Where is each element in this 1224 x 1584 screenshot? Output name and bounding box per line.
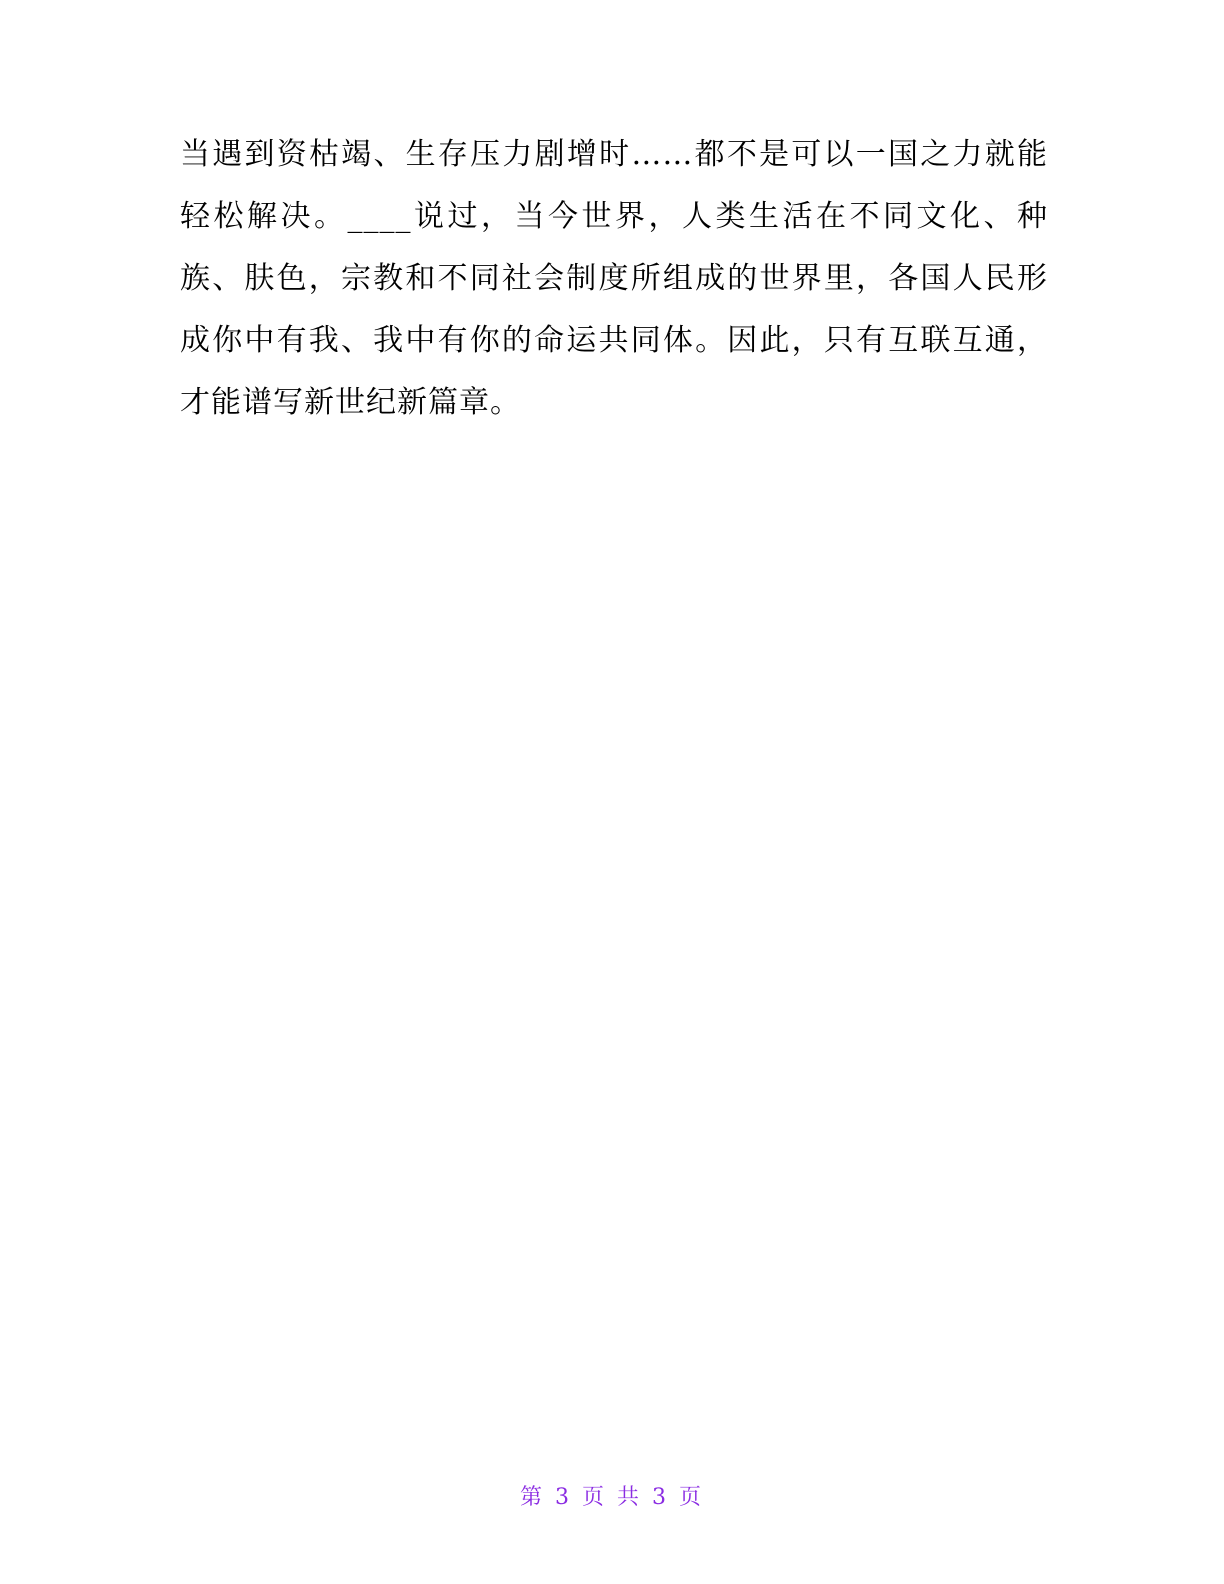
paragraph-line-3: 族、肤色，宗教和不同社会制度所组成的世界里，各国人民形 bbox=[180, 261, 1048, 296]
page-footer bbox=[0, 1482, 1224, 1514]
body-paragraph bbox=[180, 124, 1048, 434]
paragraph-line-2: 轻松解决。____说过，当今世界，人类生活在不同文化、种 bbox=[180, 199, 1048, 234]
paragraph-line-5: 才能谱写新世纪新篇章。 bbox=[180, 385, 521, 420]
paragraph-line-1: 当遇到资枯竭、生存压力剧增时……都不是可以一国之力就能 bbox=[180, 137, 1048, 172]
page-number-text: 第 3 页 共 3 页 bbox=[520, 1485, 704, 1510]
paragraph-line-4: 成你中有我、我中有你的命运共同体。因此，只有互联互通， bbox=[180, 323, 1048, 358]
